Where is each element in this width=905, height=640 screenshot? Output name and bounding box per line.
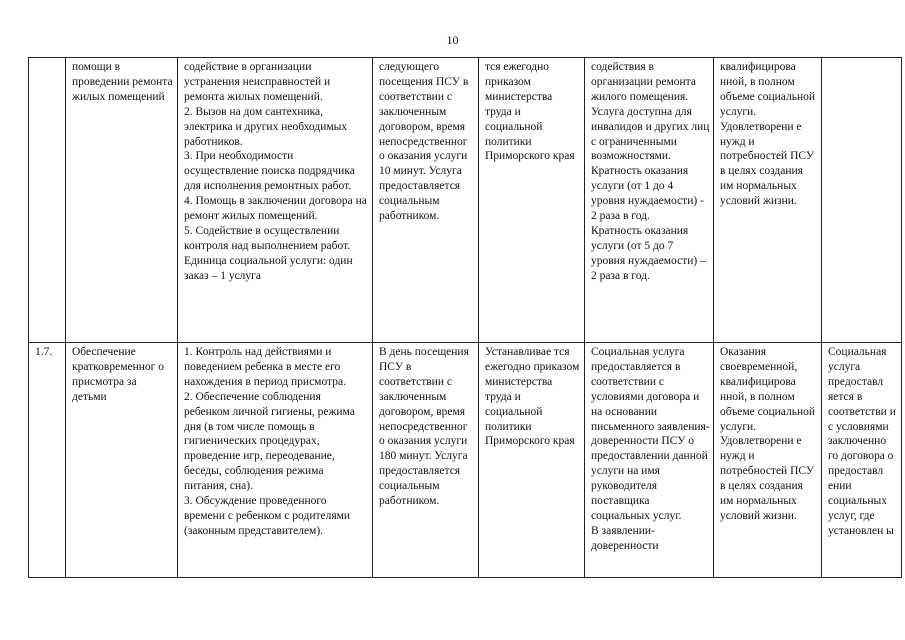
cell-quality: квалифицирова нной, в полном объеме социальной услуги. Удовлетворени е нужд и потребностей ПСУ в целях создания им нормальных условий жизни.: [714, 58, 822, 343]
cell-number: 1.7.: [29, 343, 66, 578]
cell-service-content: 1. Контроль над действиями и поведением ребенка в месте его нахождения в период присмотра. 2. Обеспечение соблюдения ребенком личной гигиены, режима дня (в том числе помощь в гигиенических процедурах, проведение игр, переодевание, беседы, соблюдения режима питания, сна). 3. Обсуждение проведенного времени с ребенком с родителями (законным представителем).: [178, 343, 373, 578]
cell-tariff: тся ежегодно приказом министерства труда и социальной политики Приморского края: [479, 58, 585, 343]
cell-service-name: помощи в проведении ремонта жилых помещений: [66, 58, 178, 343]
cell-service-content: содействие в организации устранения неисправностей и ремонта жилых помещений. 2. Вызов на дом сантехника, электрика и других необходимых работников. 3. При необходимости осуществление поиска подрядчика для исполнения ремонтных работ. 4. Помощь в заключении договора на ремонт жилых помещений. 5. Содействие в осуществлении контроля над выполнением работ. Единица социальной услуги: один заказ – 1 услуга: [178, 58, 373, 343]
cell-number: [29, 58, 66, 343]
cell-conditions: [822, 58, 902, 343]
table-row: [29, 58, 902, 343]
cell-volume: Социальная услуга предоставляется в соответствии с условиями договора и на основании письменного заявления-доверенности ПСУ о предоставлении данной услуги на имя руководителя поставщика социальных услуг. В заявлении-доверенности: [585, 343, 714, 578]
page-number: 10: [446, 33, 459, 47]
cell-service-term: В день посещения ПСУ в соответствии с заключенным договором, время непосредственног о оказания услуги 180 минут. Услуга предоставляется социальным работником.: [373, 343, 479, 578]
cell-quality: Оказания своевременной, квалифицирова нной, в полном объеме социальной услуги. Удовлетворени е нужд и потребностей ПСУ в целях создания им нормальных условий жизни.: [714, 343, 822, 578]
cell-conditions: Социальная услуга предоставл яется в соответстви и с условиями заключенно го договора о предоставл ении социальных услуг, где установлен ы: [822, 343, 902, 578]
table-row: [29, 343, 902, 578]
services-table: [28, 57, 902, 578]
cell-service-name: Обеспечение кратковременног о присмотра за детьми: [66, 343, 178, 578]
cell-volume: содействия в организации ремонта жилого помещения. Услуга доступна для инвалидов и других лиц с ограниченными возможностями. Кратность оказания услуги (от 1 до 4 уровня нуждаемости) - 2 раза в год. Кратность оказания услуги (от 5 до 7 уровня нуждаемости) – 2 раза в год.: [585, 58, 714, 343]
cell-tariff: Устанавливае тся ежегодно приказом министерства труда и социальной политики Приморского края: [479, 343, 585, 578]
cell-service-term: следующего посещения ПСУ в соответствии с заключенным договором, время непосредственног о оказания услуги 10 минут. Услуга предоставляется социальным работником.: [373, 58, 479, 343]
